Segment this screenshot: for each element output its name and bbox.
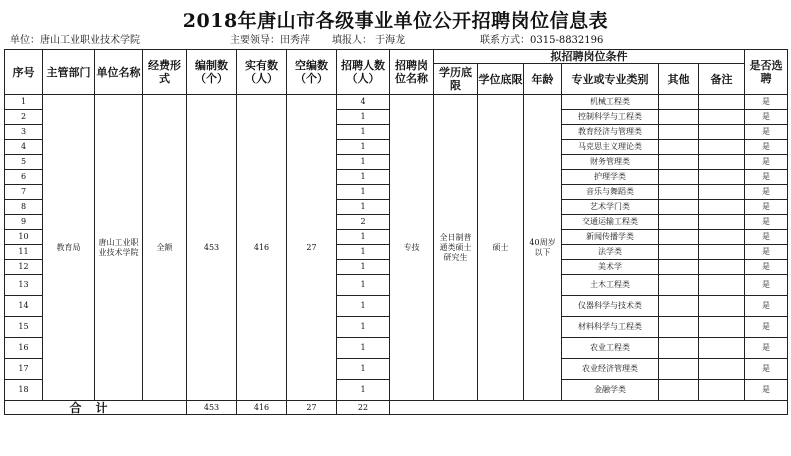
- other-cell: [659, 260, 699, 275]
- total-row: [5, 401, 788, 415]
- elective-cell: 是: [745, 380, 788, 401]
- elective-cell: 是: [745, 185, 788, 200]
- remark-cell: [699, 317, 745, 338]
- major-cell: 材料科学与工程类: [562, 317, 659, 338]
- header-post-name: 招聘岗位名称: [390, 50, 434, 95]
- remark-cell: [699, 155, 745, 170]
- header-seq: 序号: [5, 50, 43, 95]
- remark-cell: [699, 230, 745, 245]
- remark-cell: [699, 95, 745, 110]
- hire-count-cell: 1: [337, 338, 390, 359]
- elective-cell: 是: [745, 215, 788, 230]
- hire-count-cell: 1: [337, 359, 390, 380]
- unit-field: 单位：唐山工业职业技术学院: [10, 35, 140, 46]
- page-title: 2018年唐山市各级事业单位公开招聘岗位信息表: [182, 10, 609, 32]
- other-cell: [659, 140, 699, 155]
- elective-cell: 是: [745, 359, 788, 380]
- seq-cell: 5: [5, 155, 43, 170]
- seq-cell: 1: [5, 95, 43, 110]
- header-education: 学历底限: [434, 64, 478, 95]
- hire-count-cell: 1: [337, 185, 390, 200]
- seq-cell: 17: [5, 359, 43, 380]
- hire-count-cell: 4: [337, 95, 390, 110]
- header-major: 专业或专业类别: [562, 64, 659, 95]
- major-cell: 财务管理类: [562, 155, 659, 170]
- remark-cell: [699, 185, 745, 200]
- other-cell: [659, 170, 699, 185]
- other-cell: [659, 245, 699, 260]
- other-cell: [659, 215, 699, 230]
- elective-cell: 是: [745, 245, 788, 260]
- degree-cell: 硕士: [478, 95, 524, 401]
- remark-cell: [699, 260, 745, 275]
- other-cell: [659, 185, 699, 200]
- seq-cell: 11: [5, 245, 43, 260]
- remark-cell: [699, 275, 745, 296]
- seq-cell: 10: [5, 230, 43, 245]
- seq-cell: 7: [5, 185, 43, 200]
- remark-cell: [699, 125, 745, 140]
- hire-count-cell: 1: [337, 110, 390, 125]
- quota-cell: 453: [187, 95, 237, 401]
- major-cell: 马克思主义理论类: [562, 140, 659, 155]
- elective-cell: 是: [745, 140, 788, 155]
- total-empty: [390, 401, 788, 415]
- hire-count-cell: 1: [337, 380, 390, 401]
- header-conditions: 拟招聘岗位条件: [434, 50, 745, 64]
- actual-cell: 416: [237, 95, 287, 401]
- header-is-elective: 是否选聘: [745, 50, 788, 95]
- other-cell: [659, 338, 699, 359]
- major-cell: 新闻传播学类: [562, 230, 659, 245]
- hire-count-cell: 2: [337, 215, 390, 230]
- other-cell: [659, 296, 699, 317]
- elective-cell: 是: [745, 230, 788, 245]
- other-cell: [659, 317, 699, 338]
- unit-name-cell: 唐山工业职业技术学院: [95, 95, 143, 401]
- table-row: [5, 95, 788, 110]
- major-cell: 土木工程类: [562, 275, 659, 296]
- recruitment-table: [4, 49, 788, 415]
- major-cell: 教育经济与管理类: [562, 125, 659, 140]
- header-unit-name: 单位名称: [95, 50, 143, 95]
- other-cell: [659, 95, 699, 110]
- elective-cell: 是: [745, 200, 788, 215]
- elective-cell: 是: [745, 125, 788, 140]
- remark-cell: [699, 110, 745, 125]
- hire-count-cell: 1: [337, 260, 390, 275]
- hire-count-cell: 1: [337, 170, 390, 185]
- remark-cell: [699, 338, 745, 359]
- total-quota: 453: [187, 401, 237, 415]
- seq-cell: 16: [5, 338, 43, 359]
- header-hire-count: 招聘人数（人）: [337, 50, 390, 95]
- hire-count-cell: 1: [337, 275, 390, 296]
- major-cell: 美术学: [562, 260, 659, 275]
- hire-count-cell: 1: [337, 140, 390, 155]
- leader-field: 主要领导：田秀萍: [230, 35, 310, 46]
- seq-cell: 6: [5, 170, 43, 185]
- major-cell: 控制科学与工程类: [562, 110, 659, 125]
- remark-cell: [699, 170, 745, 185]
- seq-cell: 9: [5, 215, 43, 230]
- major-cell: 仪器科学与技术类: [562, 296, 659, 317]
- contact-field: 联系方式：0315-8832196: [480, 35, 604, 46]
- other-cell: [659, 359, 699, 380]
- remark-cell: [699, 200, 745, 215]
- vacant-cell: 27: [287, 95, 337, 401]
- elective-cell: 是: [745, 95, 788, 110]
- hire-count-cell: 1: [337, 125, 390, 140]
- elective-cell: 是: [745, 317, 788, 338]
- total-vacant: 27: [287, 401, 337, 415]
- seq-cell: 12: [5, 260, 43, 275]
- hire-count-cell: 1: [337, 230, 390, 245]
- hire-count-cell: 1: [337, 317, 390, 338]
- major-cell: 农业经济管理类: [562, 359, 659, 380]
- remark-cell: [699, 296, 745, 317]
- post-cell: 专技: [390, 95, 434, 401]
- other-cell: [659, 155, 699, 170]
- header-age: 年龄: [524, 64, 562, 95]
- other-cell: [659, 275, 699, 296]
- elective-cell: 是: [745, 296, 788, 317]
- seq-cell: 13: [5, 275, 43, 296]
- seq-cell: 8: [5, 200, 43, 215]
- form-meta: [4, 34, 787, 48]
- major-cell: 机械工程类: [562, 95, 659, 110]
- other-cell: [659, 110, 699, 125]
- major-cell: 法学类: [562, 245, 659, 260]
- education-cell: 全日制普通类硕士研究生: [434, 95, 478, 401]
- elective-cell: 是: [745, 155, 788, 170]
- elective-cell: 是: [745, 338, 788, 359]
- other-cell: [659, 200, 699, 215]
- major-cell: 金融学类: [562, 380, 659, 401]
- remark-cell: [699, 245, 745, 260]
- remark-cell: [699, 140, 745, 155]
- remark-cell: [699, 359, 745, 380]
- hire-count-cell: 1: [337, 296, 390, 317]
- total-count: 22: [337, 401, 390, 415]
- other-cell: [659, 230, 699, 245]
- age-cell: 40周岁以下: [524, 95, 562, 401]
- header-other: 其他: [659, 64, 699, 95]
- hire-count-cell: 1: [337, 155, 390, 170]
- seq-cell: 18: [5, 380, 43, 401]
- major-cell: 艺术学门类: [562, 200, 659, 215]
- header-dept: 主管部门: [43, 50, 95, 95]
- header-remark: 备注: [699, 64, 745, 95]
- header-quota: 编制数（个）: [187, 50, 237, 95]
- other-cell: [659, 380, 699, 401]
- funding-cell: 全额: [143, 95, 187, 401]
- elective-cell: 是: [745, 275, 788, 296]
- elective-cell: 是: [745, 110, 788, 125]
- header-funding: 经费形式: [143, 50, 187, 95]
- filler-field: 填报人： 于海龙: [332, 35, 406, 46]
- remark-cell: [699, 380, 745, 401]
- header-actual: 实有数（人）: [237, 50, 287, 95]
- other-cell: [659, 125, 699, 140]
- elective-cell: 是: [745, 170, 788, 185]
- hire-count-cell: 1: [337, 245, 390, 260]
- major-cell: 交通运输工程类: [562, 215, 659, 230]
- dept-cell: 教育局: [43, 95, 95, 401]
- seq-cell: 3: [5, 125, 43, 140]
- header-vacant: 空编数（个）: [287, 50, 337, 95]
- elective-cell: 是: [745, 260, 788, 275]
- seq-cell: 15: [5, 317, 43, 338]
- seq-cell: 14: [5, 296, 43, 317]
- major-cell: 农业工程类: [562, 338, 659, 359]
- hire-count-cell: 1: [337, 200, 390, 215]
- major-cell: 音乐与舞蹈类: [562, 185, 659, 200]
- header-degree: 学位底限: [478, 64, 524, 95]
- seq-cell: 4: [5, 140, 43, 155]
- total-actual: 416: [237, 401, 287, 415]
- seq-cell: 2: [5, 110, 43, 125]
- total-label: 合计: [5, 401, 187, 415]
- major-cell: 护理学类: [562, 170, 659, 185]
- remark-cell: [699, 215, 745, 230]
